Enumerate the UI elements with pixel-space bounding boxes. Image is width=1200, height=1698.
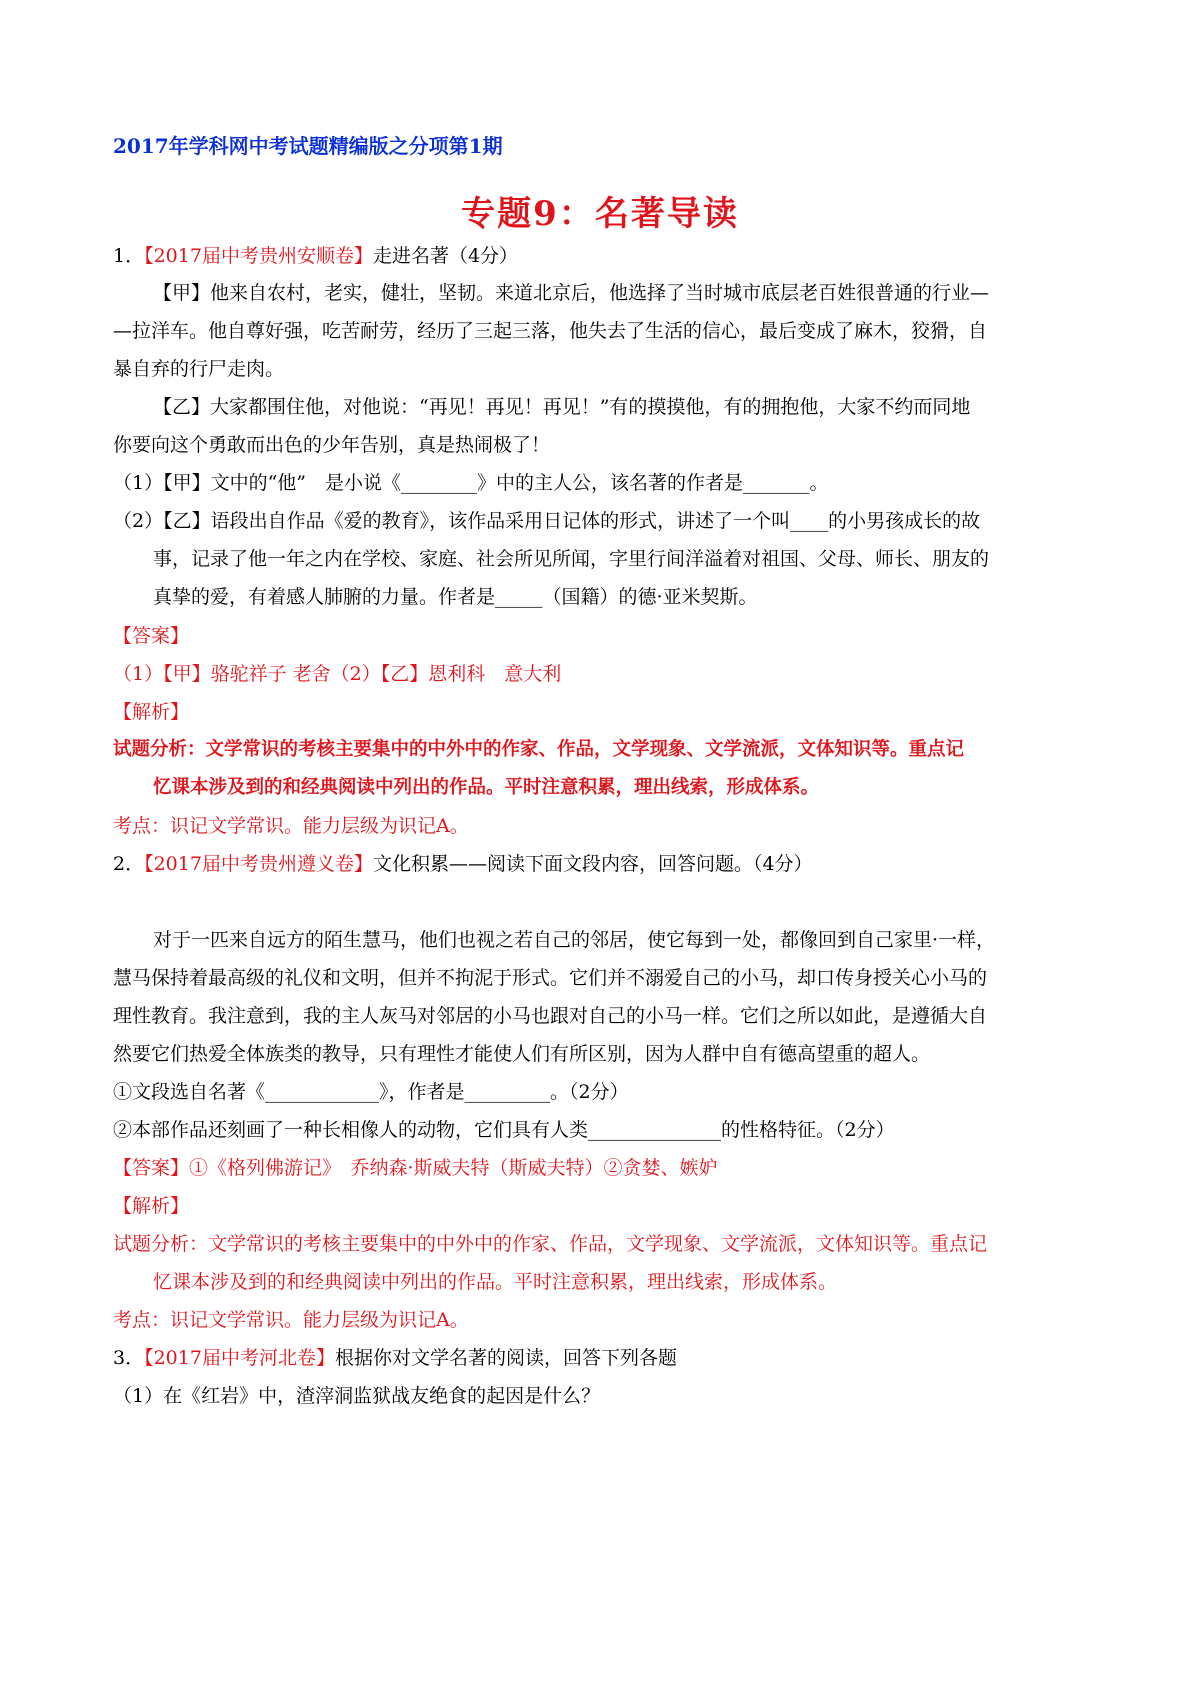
question-stem: 根据你对文学名著的阅读，回答下列各题 <box>334 1347 677 1369</box>
question-number: 3． <box>113 1347 145 1369</box>
passage-line: 对于一匹来自远方的陌生慧马，他们也视之若自己的邻居，使它每到一处，都像回到自己家里·一样， <box>153 929 996 951</box>
analysis-text: 试题分析：文学常识的考核主要集中的中外中的作家、作品，文学现象、文学流派，文体知识等。重点记 <box>113 739 965 760</box>
analysis-text: 试题分析：文学常识的考核主要集中的中外中的作家、作品，文学现象、文学流派，文体知识等。重点记 <box>113 1233 988 1255</box>
passage-yi-line: 【乙】大家都围住他，对他说：“再见！再见！再见！”有的摸摸他，有的拥抱他，大家不约而同地 <box>153 396 971 418</box>
sub-question-2: ②本部作品还刻画了一种长相像人的动物，它们具有人类______________的性格特征。（2分） <box>113 1119 895 1141</box>
passage-line: 理性教育。我注意到，我的主人灰马对邻居的小马也跟对自己的小马一样。它们之所以如此，是遵循大自 <box>113 1005 988 1027</box>
question-2-heading <box>113 844 1103 884</box>
question-stem: 文化积累——阅读下面文段内容，回答问题。（4分） <box>372 853 813 875</box>
sub-question-1: ①文段选自名著《____________》，作者是_________。（2分） <box>113 1081 629 1103</box>
analysis-text-cont: 忆课本涉及到的和经典阅读中列出的作品。平时注意积累，理出线索，形成体系。 <box>153 1271 838 1293</box>
passage-jia-line: 暴自弃的行尸走肉。 <box>113 358 285 380</box>
sub-question-1: （1）【甲】文中的“他” 是小说《________》中的主人公，该名著的作者是_______。 <box>113 472 829 494</box>
passage-yi-line: 你要向这个勇敢而出色的少年告别，真是热闹极了！ <box>113 434 551 456</box>
sub-question-2-cont: 真挚的爱，有着感人肺腑的力量。作者是_____（国籍）的德·亚米契斯。 <box>153 586 758 608</box>
question-1-heading <box>113 236 1103 276</box>
question-number: 1． <box>113 245 145 267</box>
answer-text: 【答案】①《格列佛游记》 乔纳森·斯威夫特（斯威夫特）②贪婪、嫉妒 <box>113 1157 718 1179</box>
kaodian-text: 考点：识记文学常识。能力层级为识记A。 <box>113 815 469 837</box>
question-stem: 走进名著（4分） <box>372 245 519 267</box>
analysis-label: 【解析】 <box>113 1195 190 1217</box>
question-number: 2． <box>113 853 145 875</box>
answer-label: 【答案】 <box>113 625 190 647</box>
series-heading: 2017年学科网中考试题精编版之分项第1期 <box>113 134 503 158</box>
passage-line: 然要它们热爱全体族类的教导，只有理性才能使人们有所区别，因为人群中自有德高望重的超人。 <box>113 1043 931 1065</box>
sub-question-2-cont: 事，记录了他一年之内在学校、家庭、社会所见所闻，字里行间洋溢着对祖国、父母、师长、朋友的 <box>153 548 990 570</box>
topic-title: 专题9：名著导读 <box>461 194 739 234</box>
passage-jia-line: —拉洋车。他自尊好强，吃苦耐劳，经历了三起三落，他失去了生活的信心，最后变成了麻木，狡猾，自 <box>113 320 988 342</box>
question-3-heading <box>113 1338 1103 1378</box>
kaodian-text: 考点：识记文学常识。能力层级为识记A。 <box>113 1309 469 1331</box>
sub-question-1: （1）在《红岩》中，渣滓洞监狱战友绝食的起因是什么？ <box>113 1385 601 1407</box>
analysis-label: 【解析】 <box>113 701 190 723</box>
answer-text: （1）【甲】骆驼祥子 老舍（2）【乙】恩利科 意大利 <box>113 663 562 685</box>
passage-line: 慧马保持着最高级的礼仪和文明，但并不拘泥于形式。它们并不溺爱自己的小马，却口传身授关心小马的 <box>113 967 988 989</box>
analysis-text-cont: 忆课本涉及到的和经典阅读中列出的作品。平时注意积累，理出线索，形成体系。 <box>153 777 820 798</box>
question-source: 【2017届中考贵州遵义卷】 <box>144 853 373 875</box>
sub-question-2: （2）【乙】语段出自作品《爱的教育》，该作品采用日记体的形式，讲述了一个叫____的小男孩成长的故 <box>113 510 981 532</box>
question-source: 【2017届中考河北卷】 <box>144 1347 335 1369</box>
question-source: 【2017届中考贵州安顺卷】 <box>144 245 373 267</box>
passage-jia-line: 【甲】他来自农村，老实，健壮，坚韧。来道北京后，他选择了当时城市底层老百姓很普通的行业— <box>153 282 990 304</box>
